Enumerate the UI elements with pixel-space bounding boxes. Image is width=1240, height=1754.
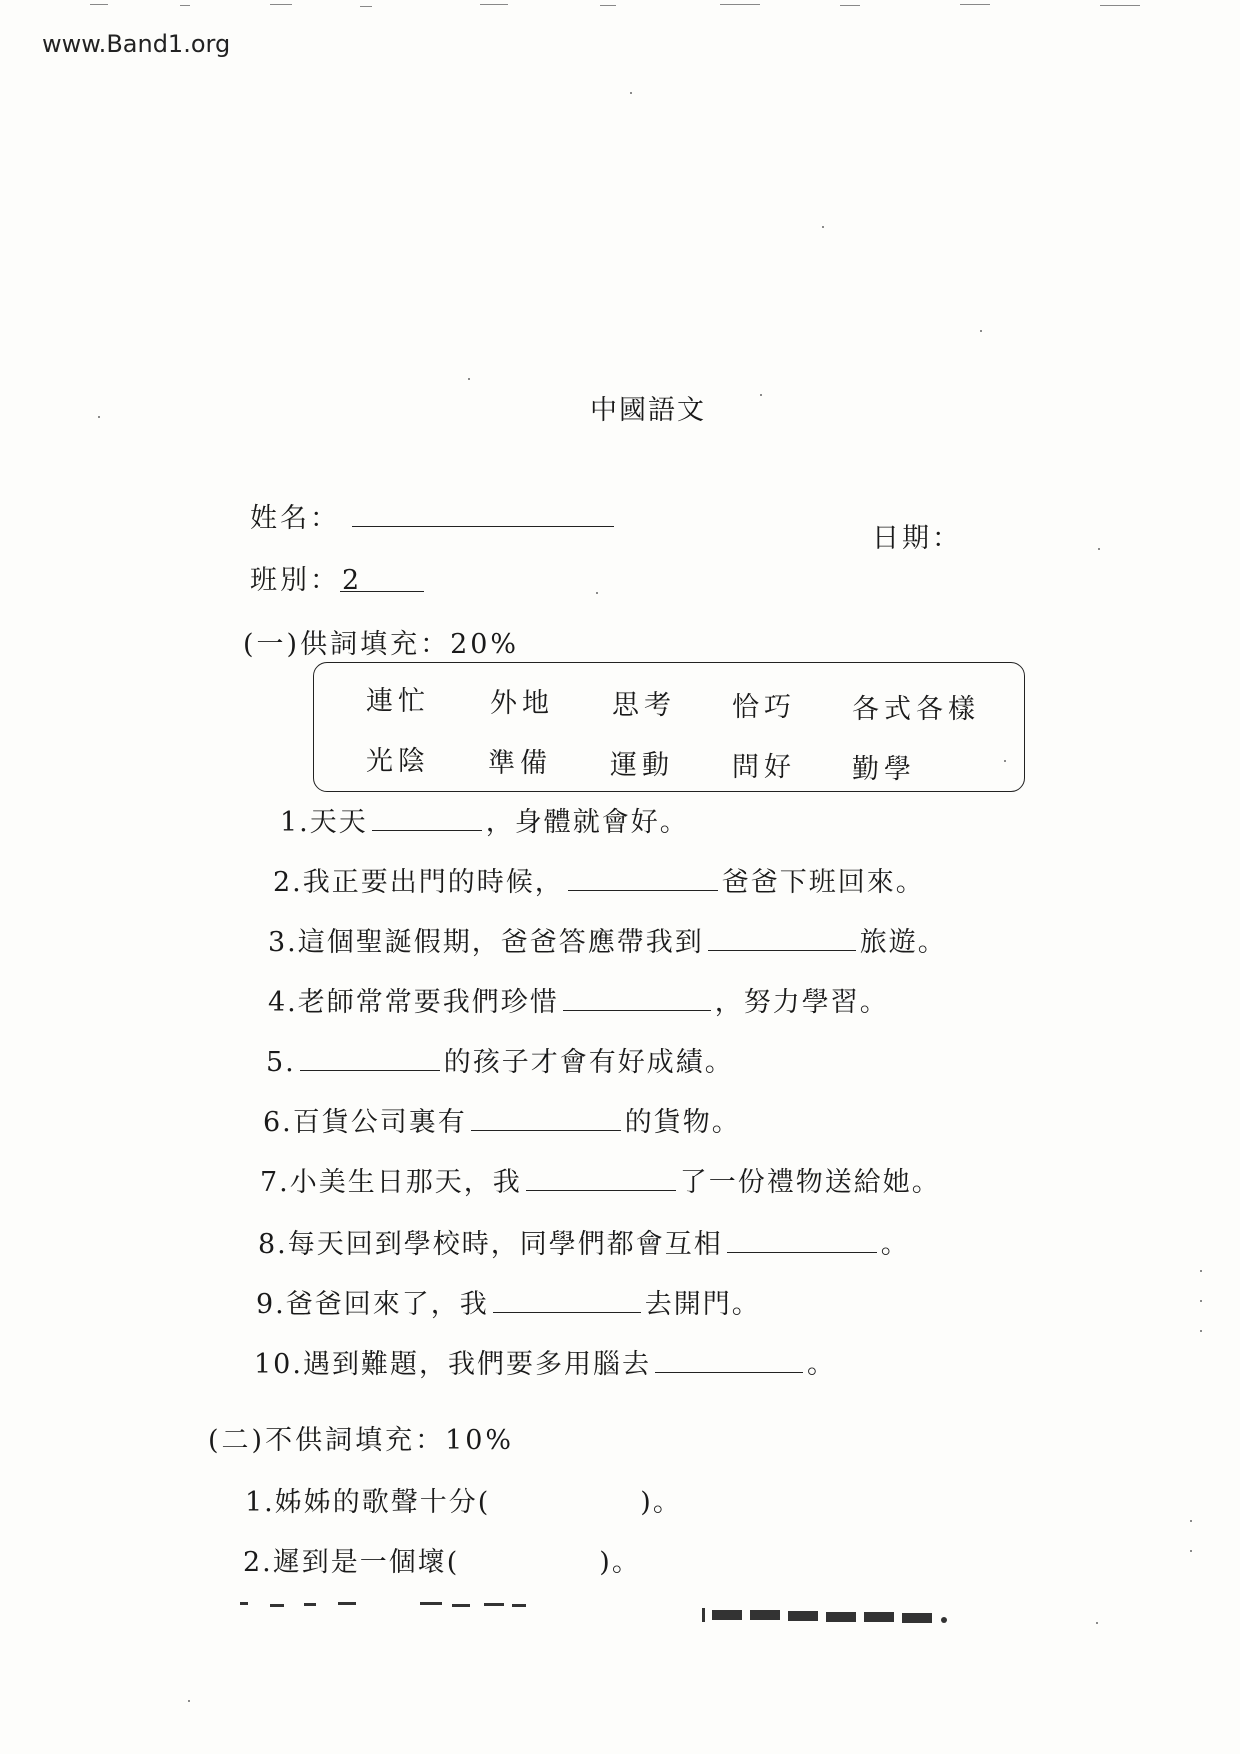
question-7 — [260, 1160, 941, 1199]
question-text: 6.百貨公司裏有 — [263, 1107, 467, 1138]
answer-blank[interactable] — [471, 1106, 621, 1131]
question-text: 9.爸爸回來了，我 — [256, 1289, 489, 1320]
question-text: 了一份禮物送給她。 — [679, 1167, 941, 1198]
question-4 — [268, 980, 889, 1019]
scan-speck — [98, 416, 100, 418]
name-label: 姓名： — [250, 503, 340, 534]
site-watermark: www.Band1.org — [42, 30, 231, 58]
question-text: 5. — [266, 1047, 296, 1078]
scan-speck — [1200, 1330, 1202, 1332]
word-bank-item: 思考 — [612, 690, 676, 721]
answer-blank[interactable] — [372, 806, 482, 831]
question2-1 — [245, 1480, 682, 1519]
scan-speck — [1096, 1622, 1098, 1624]
question-2 — [273, 860, 925, 899]
page-title: 中國語文 — [590, 395, 706, 426]
question2-2 — [243, 1540, 641, 1579]
question-text: 4.老師常常要我們珍惜 — [268, 987, 559, 1018]
question-text: ，努力學習。 — [714, 987, 889, 1018]
class-value[interactable]: 2 — [340, 565, 424, 592]
question-text: 。 — [880, 1229, 910, 1260]
scan-speck — [980, 330, 982, 332]
question-1 — [280, 800, 689, 839]
scan-speck — [1190, 1550, 1192, 1552]
scan-speck — [596, 592, 598, 594]
question-text: 10.遇到難題，我們要多用腦去 — [254, 1349, 651, 1380]
scan-speck — [760, 394, 762, 396]
name-field — [250, 496, 614, 535]
scan-speck — [822, 226, 824, 228]
question-9 — [256, 1282, 761, 1321]
question-6 — [263, 1100, 741, 1139]
question-text: 3.這個聖誕假期，爸爸答應帶我到 — [268, 927, 704, 958]
question-text: 的孩子才會有好成績。 — [443, 1047, 734, 1078]
class-label: 班別： — [250, 565, 340, 596]
question-text: 1.姊姊的歌聲十分( — [245, 1487, 491, 1518]
question-text: 去開門。 — [644, 1289, 761, 1320]
question-text: )。 — [599, 1547, 641, 1578]
scan-speck — [1004, 760, 1006, 762]
question-text: )。 — [640, 1487, 682, 1518]
class-field — [250, 558, 424, 597]
word-bank-item: 問好 — [732, 752, 796, 783]
question-text: 7.小美生日那天，我 — [260, 1167, 522, 1198]
question-text: 2.遲到是一個壞( — [243, 1547, 460, 1578]
word-bank-item: 各式各樣 — [852, 694, 980, 725]
section2-heading: (二)不供詞填充：10% — [208, 1425, 515, 1456]
question-text: 1.天天 — [280, 807, 368, 838]
word-bank-item: 光陰 — [366, 746, 430, 777]
answer-blank[interactable] — [493, 1288, 641, 1313]
word-bank-item: 外地 — [490, 688, 554, 719]
scan-speck — [1200, 1270, 1202, 1272]
question-8 — [258, 1222, 910, 1261]
scan-speck — [1200, 1300, 1202, 1302]
question-text: 的貨物。 — [624, 1107, 741, 1138]
question-10 — [254, 1342, 836, 1381]
word-bank-item: 恰巧 — [732, 692, 796, 723]
question-5 — [266, 1040, 734, 1079]
scan-noise-top — [0, 0, 1240, 12]
name-blank[interactable] — [352, 500, 614, 527]
question-3 — [268, 920, 947, 959]
date-label: 日期： — [872, 523, 962, 554]
scan-speck — [630, 92, 632, 94]
scan-speck — [468, 378, 470, 380]
scan-speck — [188, 1700, 190, 1702]
question-text: 旅遊。 — [859, 927, 947, 958]
word-bank-item: 連忙 — [366, 686, 430, 717]
question-text: 。 — [806, 1349, 836, 1380]
answer-blank[interactable] — [568, 866, 718, 891]
answer-blank[interactable] — [655, 1348, 803, 1373]
cut-off-line-fragment — [240, 1598, 960, 1632]
answer-blank[interactable] — [727, 1228, 877, 1253]
answer-blank[interactable] — [300, 1046, 440, 1071]
word-bank — [313, 662, 1025, 792]
section1-heading: (一)供詞填充：20% — [243, 629, 520, 660]
answer-blank[interactable] — [708, 926, 856, 951]
word-bank-item: 準備 — [488, 748, 552, 779]
answer-blank[interactable] — [563, 986, 711, 1011]
question-text: 8.每天回到學校時，同學們都會互相 — [258, 1229, 723, 1260]
word-bank-item: 運動 — [610, 750, 674, 781]
question-text: 2.我正要出門的時候， — [273, 867, 564, 898]
scan-speck — [1190, 1520, 1192, 1522]
question-text: 爸爸下班回來。 — [721, 867, 925, 898]
question-text: ，身體就會好。 — [485, 807, 689, 838]
answer-blank[interactable] — [526, 1166, 676, 1191]
word-bank-item: 勤學 — [852, 754, 916, 785]
scan-speck — [1098, 548, 1100, 550]
